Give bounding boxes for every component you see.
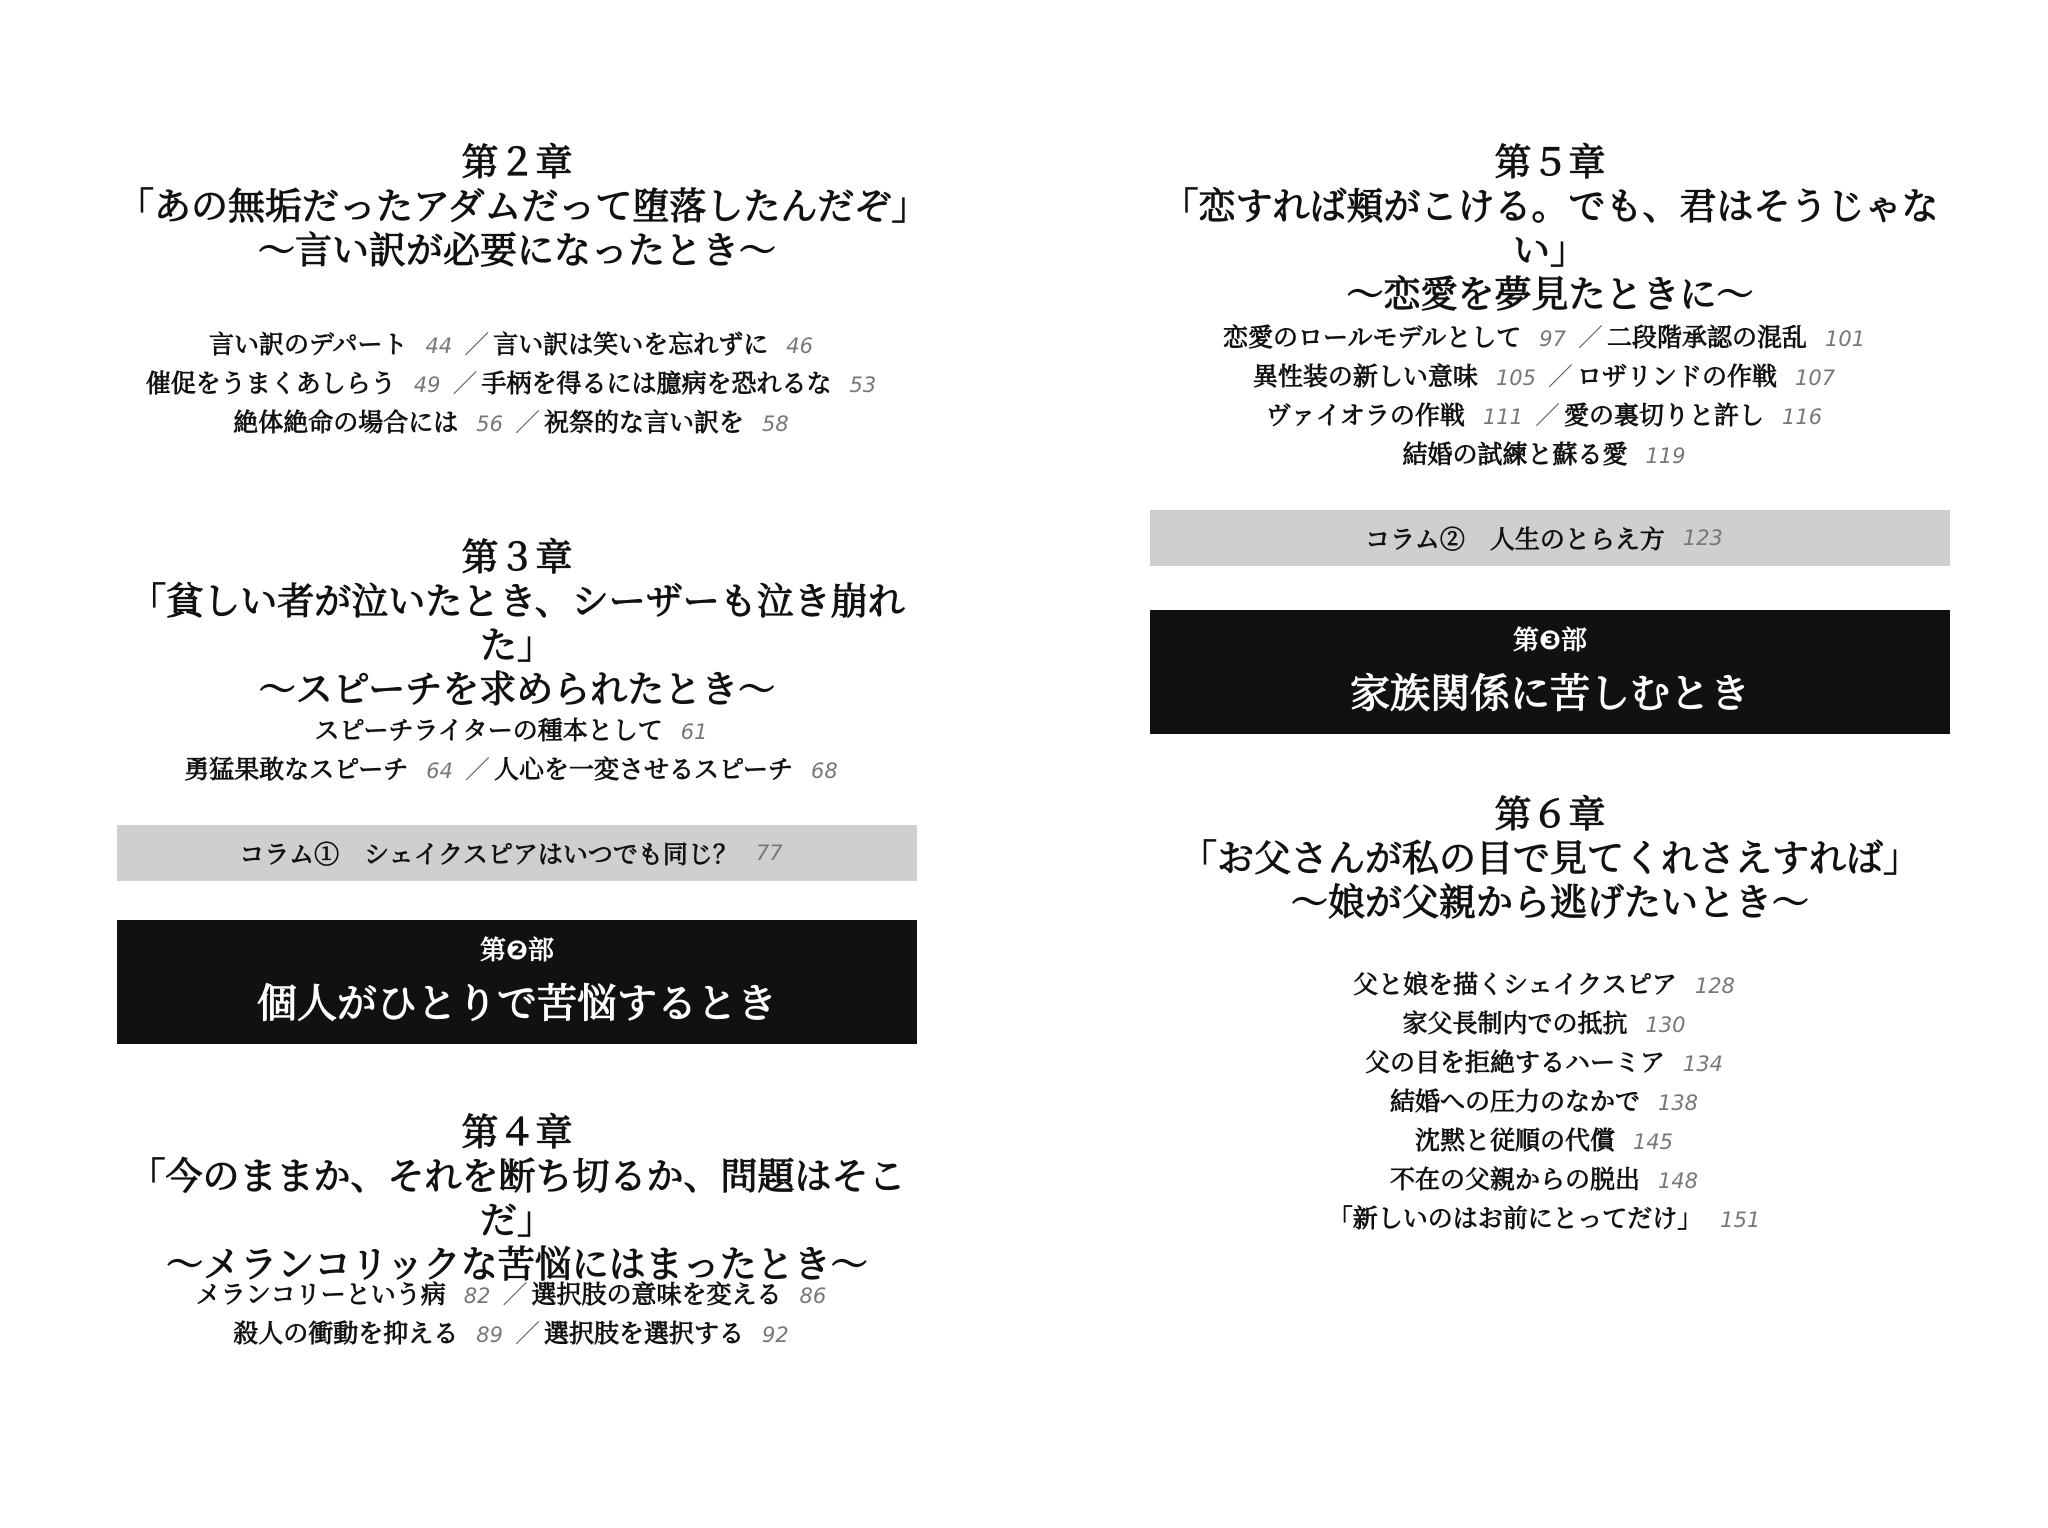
chapter-subtitle: 〜恋愛を夢見たときに〜 — [1346, 272, 1754, 316]
toc-line — [117, 365, 917, 404]
page-number: 56 — [476, 412, 503, 436]
page-number: 92 — [762, 1323, 789, 1347]
page-number: 44 — [425, 334, 453, 358]
page-number: 145 — [1632, 1130, 1674, 1154]
chapter-subtitle: 〜メランコリックな苦悩にはまったとき〜 — [166, 1242, 868, 1286]
toc-line — [1150, 319, 1950, 358]
chapter-title: 「恋すれば頬がこける。でも、君はそうじゃない」 — [1161, 184, 1939, 272]
toc-line — [1150, 1122, 1950, 1161]
chapter-2-toc — [117, 326, 917, 443]
toc-entry-title: 絶体絶命の場合には — [233, 408, 459, 437]
page-number: 86 — [799, 1284, 827, 1308]
toc-line — [1150, 1044, 1950, 1083]
chapter-subtitle: 〜娘が父親から逃げたいとき〜 — [1291, 880, 1809, 924]
toc-entry-title: 選択肢の意味を変える — [531, 1280, 782, 1309]
chapter-4-toc — [117, 1276, 917, 1354]
toc-entry-title: 言い訳のデパート — [208, 330, 408, 359]
separator-slash: ／ — [452, 369, 478, 398]
page-number: 77 — [755, 841, 783, 865]
chapter-number: 第４章 — [461, 1110, 573, 1154]
page-number: 111 — [1482, 405, 1523, 429]
page-number: 130 — [1645, 1013, 1686, 1037]
toc-line — [1150, 1200, 1950, 1239]
chapter-title: 「お父さんが私の目で見てくれさえすれば」 — [1180, 836, 1920, 880]
chapter-title: 「今のままか、それを断ち切るか、問題はそこだ」 — [128, 1154, 906, 1242]
chapter-title: 「貧しい者が泣いたとき、シーザーも泣き崩れた」 — [129, 579, 905, 667]
column-2-bar — [1150, 510, 1950, 566]
toc-entry-title: 手柄を得るには臆病を恐れるな — [481, 369, 832, 398]
separator-slash: ／ — [514, 1319, 540, 1348]
toc-entry-title: 父と娘を描くシェイクスピア — [1353, 970, 1677, 999]
toc-entry-title: 二段階承認の混乱 — [1606, 323, 1807, 352]
chapter-5-heading — [1150, 140, 1950, 316]
part-title: 家族関係に苦しむとき — [1350, 671, 1750, 717]
column-label: コラム② 人生のとらえ方 — [1365, 525, 1665, 554]
part-3-banner — [1150, 610, 1950, 734]
toc-entry-title: ヴァイオラの作戦 — [1265, 401, 1465, 430]
page-number: 128 — [1694, 974, 1735, 998]
toc-entry-title: 愛の裏切りと許し — [1564, 401, 1765, 430]
page-number: 123 — [1682, 526, 1723, 550]
toc-line — [1150, 1161, 1950, 1200]
part-number: 第❸部 — [1512, 626, 1587, 656]
column-label: コラム① シェイクスピアはいつでも同じ？ — [239, 840, 738, 869]
toc-line — [1150, 358, 1950, 397]
page-number: 82 — [463, 1284, 491, 1308]
toc-line — [117, 404, 917, 443]
toc-entry-title: 結婚の試練と蘇る愛 — [1402, 440, 1628, 469]
toc-line — [1150, 436, 1950, 475]
toc-entry-title: 言い訳は笑いを忘れずに — [493, 330, 769, 359]
part-title: 個人がひとりで苦悩するとき — [257, 981, 777, 1027]
toc-entry-title: 催促をうまくあしらう — [145, 369, 396, 398]
chapter-3-toc — [117, 712, 917, 790]
chapter-3-heading — [117, 535, 917, 711]
page-number: 101 — [1824, 327, 1866, 351]
toc-entry-title: 人心を一変させるスピーチ — [494, 755, 794, 784]
page-number: 89 — [476, 1323, 503, 1347]
toc-entry-title: 恋愛のロールモデルとして — [1222, 323, 1522, 352]
separator-slash: ／ — [1577, 323, 1603, 352]
toc-entry-title: 不在の父親からの脱出 — [1389, 1165, 1640, 1194]
toc-line — [117, 326, 917, 365]
separator-slash: ／ — [502, 1280, 528, 1309]
toc-entry-title: 沈黙と従順の代償 — [1414, 1126, 1615, 1155]
toc-line — [117, 1315, 917, 1354]
chapter-number: 第６章 — [1494, 792, 1606, 836]
chapter-number: 第５章 — [1494, 140, 1606, 184]
toc-entry-title: 殺人の衝動を抑える — [233, 1319, 459, 1348]
separator-slash: ／ — [1534, 401, 1560, 430]
page-number: 107 — [1795, 366, 1836, 390]
toc-line — [117, 1276, 917, 1315]
toc-entry-title: 家父長制内での抵抗 — [1402, 1009, 1628, 1038]
separator-slash: ／ — [514, 408, 540, 437]
toc-line — [1150, 966, 1950, 1005]
page-number: 119 — [1645, 444, 1686, 468]
page-number: 46 — [786, 334, 813, 358]
chapter-title: 「あの無垢だったアダムだって堕落したんだぞ」 — [117, 184, 929, 228]
page-number: 151 — [1720, 1208, 1761, 1232]
toc-entry-title: ロザリンドの作戦 — [1577, 362, 1778, 391]
toc-entry-title: 父の目を拒絶するハーミア — [1364, 1048, 1665, 1077]
chapter-2-heading — [117, 140, 929, 272]
chapter-number: 第２章 — [461, 140, 573, 184]
toc-entry-title: 勇猛果敢なスピーチ — [184, 755, 409, 784]
toc-line — [117, 751, 917, 790]
toc-line — [1150, 1005, 1950, 1044]
left-page — [117, 0, 929, 1528]
page-number: 148 — [1657, 1169, 1699, 1193]
toc-entry-title: 選択肢を選択する — [544, 1319, 745, 1348]
toc-entry-title: メランコリーという病 — [195, 1280, 446, 1309]
toc-entry-title: 結婚への圧力のなかで — [1389, 1087, 1640, 1116]
page-number: 134 — [1682, 1052, 1724, 1076]
page-number: 49 — [413, 373, 441, 397]
toc-entry-title: 異性装の新しい意味 — [1252, 362, 1478, 391]
column-1-bar — [117, 825, 917, 881]
right-page — [1150, 0, 1950, 1528]
toc-entry-title: 「新しいのはお前にとってだけ」 — [1327, 1204, 1703, 1233]
chapter-subtitle: 〜スピーチを求められたとき〜 — [258, 667, 776, 711]
separator-slash: ／ — [464, 755, 490, 784]
toc-line — [1150, 397, 1950, 436]
part-number: 第❷部 — [479, 936, 554, 966]
page-number: 58 — [762, 412, 789, 436]
page-number: 116 — [1782, 405, 1823, 429]
page-number: 138 — [1657, 1091, 1699, 1115]
toc-line — [117, 712, 917, 751]
page-number: 68 — [811, 759, 838, 783]
page-number: 97 — [1539, 327, 1566, 351]
toc-line — [1150, 1083, 1950, 1122]
chapter-5-toc — [1150, 319, 1950, 475]
separator-slash: ／ — [464, 330, 490, 359]
page-number: 64 — [426, 759, 453, 783]
chapter-4-heading — [117, 1110, 917, 1286]
chapter-6-toc — [1150, 966, 1950, 1239]
toc-entry-title: 祝祭的な言い訳を — [544, 408, 745, 437]
page-number: 53 — [849, 373, 877, 397]
chapter-number: 第３章 — [461, 535, 573, 579]
part-2-banner — [117, 920, 917, 1044]
toc-entry-title: スピーチライターの種本として — [314, 716, 663, 745]
page-number: 61 — [680, 720, 708, 744]
page-number: 105 — [1495, 366, 1536, 390]
separator-slash: ／ — [1547, 362, 1573, 391]
chapter-subtitle: 〜言い訳が必要になったとき〜 — [258, 228, 776, 272]
chapter-6-heading — [1150, 792, 1950, 924]
